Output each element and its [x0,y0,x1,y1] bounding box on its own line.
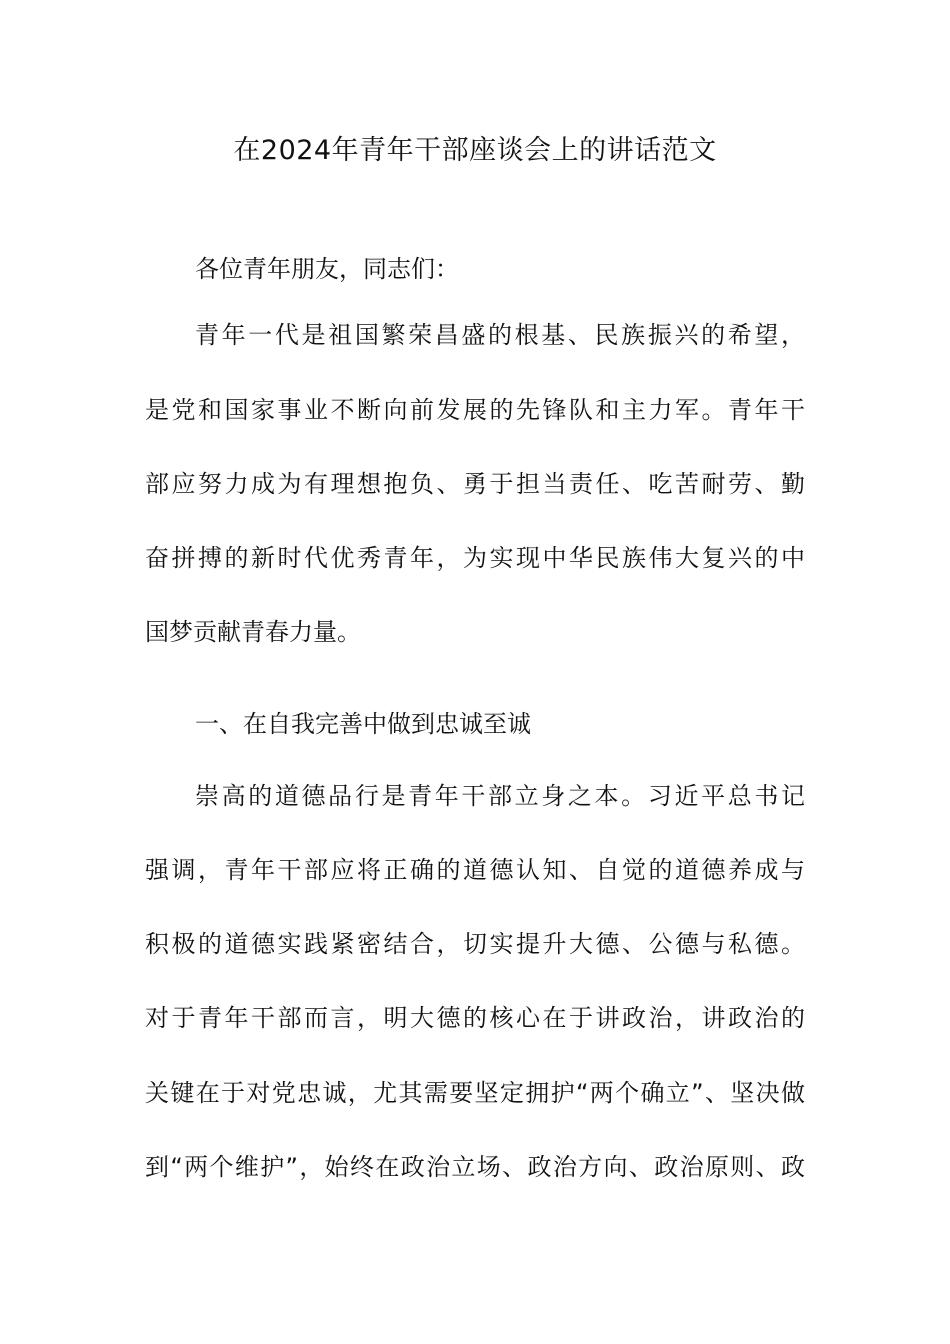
document-title: 在2024年青年干部座谈会上的讲话范文 [233,135,717,166]
paragraph-line: 奋拼搏的新时代优秀青年，为实现中华民族伟大复兴的中 [145,544,805,572]
paragraph-line: 对于青年干部而言，明大德的核心在于讲政治，讲政治的 [145,1004,805,1032]
paragraph-line: 国梦贡献青春力量。 [145,618,361,646]
section-heading: 一、在自我完善中做到忠诚至诚 [195,710,531,738]
paragraph-line: 崇高的道德品行是青年干部立身之本。习近平总书记 [195,782,805,810]
paragraph-line: 强调，青年干部应将正确的道德认知、自觉的道德养成与 [145,856,805,884]
paragraph-line: 关键在于对党忠诚，尤其需要坚定拥护“两个确立”、坚决做 [145,1079,805,1107]
paragraph-line: 部应努力成为有理想抱负、勇于担当责任、吃苦耐劳、勤 [145,470,805,498]
paragraph-line: 青年一代是祖国繁荣昌盛的根基、民族振兴的希望， [195,321,805,349]
paragraph-line: 是党和国家事业不断向前发展的先锋队和主力军。青年干 [145,396,805,424]
paragraph-line: 到“两个维护”，始终在政治立场、政治方向、政治原则、政 [145,1153,805,1181]
salutation: 各位青年朋友，同志们： [195,255,459,283]
paragraph-line: 积极的道德实践紧密结合，切实提升大德、公德与私德。 [145,930,805,958]
